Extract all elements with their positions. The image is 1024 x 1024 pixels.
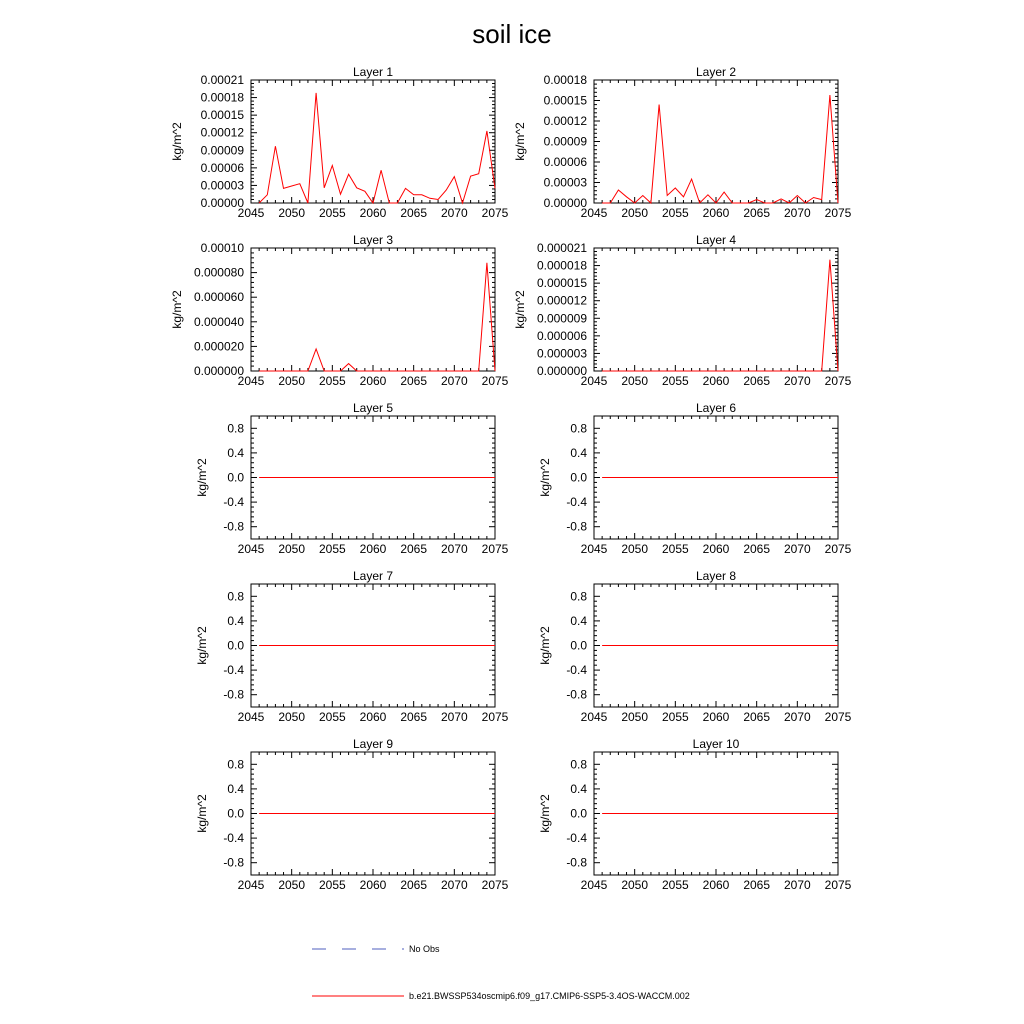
x-tick-label: 2065 xyxy=(400,374,428,388)
x-tick-label: 2065 xyxy=(400,206,428,220)
x-tick-label: 2070 xyxy=(440,710,468,724)
panel-title: Layer 6 xyxy=(695,401,737,415)
x-tick-label: 2075 xyxy=(481,710,509,724)
x-tick-label: 2070 xyxy=(440,374,468,388)
x-tick-label: 2075 xyxy=(824,878,852,892)
y-tick-label: 0.00006 xyxy=(543,155,587,169)
y-tick-label: -0.8 xyxy=(566,687,587,702)
y-tick-label: -0.8 xyxy=(566,519,587,534)
x-tick-label: 2045 xyxy=(580,710,608,724)
x-tick-label: 2050 xyxy=(278,206,306,220)
y-tick-label: 0.00003 xyxy=(200,178,244,193)
panel-title: Layer 5 xyxy=(352,401,394,415)
y-tick-label: 0.0 xyxy=(227,806,244,821)
y-tick-label: 0.000021 xyxy=(536,241,587,255)
panel-layer-9 xyxy=(195,737,509,892)
y-tick-label: 0.000003 xyxy=(536,346,587,361)
x-tick-label: 2055 xyxy=(661,710,689,724)
y-tick-label: 0.0 xyxy=(227,638,244,653)
x-tick-label: 2075 xyxy=(824,374,852,388)
x-tick-label: 2075 xyxy=(824,206,852,220)
x-tick-label: 2070 xyxy=(783,710,811,724)
y-tick-label: 0.00010 xyxy=(200,241,244,255)
y-axis-label: kg/m^2 xyxy=(170,122,184,161)
x-tick-label: 2060 xyxy=(359,878,387,892)
panel-title: Layer 3 xyxy=(352,233,394,247)
y-tick-label: 0.000000 xyxy=(536,364,587,378)
x-tick-label: 2055 xyxy=(661,542,689,556)
legend-obs-label: No Obs xyxy=(409,944,440,954)
y-tick-label: 0.00015 xyxy=(543,93,587,108)
y-axis-label: kg/m^2 xyxy=(538,626,552,665)
x-tick-label: 2060 xyxy=(702,374,730,388)
x-tick-label: 2075 xyxy=(481,542,509,556)
x-tick-label: 2075 xyxy=(481,878,509,892)
panel-title: Layer 7 xyxy=(352,569,394,583)
panel-layer-4 xyxy=(513,233,852,388)
x-tick-label: 2055 xyxy=(661,374,689,388)
plot-frame xyxy=(594,80,838,203)
legend xyxy=(312,944,690,1001)
y-tick-label: 0.00012 xyxy=(543,114,587,128)
y-tick-label: 0.000060 xyxy=(193,290,244,305)
y-tick-label: 0.8 xyxy=(227,589,244,604)
y-axis-label: kg/m^2 xyxy=(170,290,184,329)
y-tick-label: 0.8 xyxy=(570,757,587,772)
series-line xyxy=(259,93,495,203)
x-tick-label: 2050 xyxy=(621,878,649,892)
x-tick-label: 2070 xyxy=(783,206,811,220)
series-line xyxy=(602,95,838,203)
panel-layer-6 xyxy=(538,401,852,556)
x-tick-label: 2045 xyxy=(237,206,265,220)
y-tick-label: 0.4 xyxy=(227,613,244,628)
x-tick-label: 2050 xyxy=(278,710,306,724)
x-tick-label: 2050 xyxy=(621,542,649,556)
x-tick-label: 2050 xyxy=(621,710,649,724)
y-tick-label: 0.00018 xyxy=(543,73,587,87)
plot-frame xyxy=(251,80,495,203)
y-axis-label: kg/m^2 xyxy=(538,794,552,833)
y-tick-label: 0.0 xyxy=(227,470,244,485)
y-tick-label: 0.00012 xyxy=(200,125,244,140)
y-tick-label: 0.00018 xyxy=(200,90,244,105)
y-axis-label: kg/m^2 xyxy=(513,122,527,161)
x-tick-label: 2060 xyxy=(702,542,730,556)
y-tick-label: 0.0 xyxy=(570,806,587,821)
x-tick-label: 2045 xyxy=(580,374,608,388)
x-tick-label: 2070 xyxy=(783,374,811,388)
y-axis-label: kg/m^2 xyxy=(195,626,209,665)
x-tick-label: 2055 xyxy=(661,206,689,220)
x-tick-label: 2075 xyxy=(481,206,509,220)
panel-title: Layer 10 xyxy=(692,737,740,751)
y-tick-label: -0.4 xyxy=(223,831,244,846)
y-tick-label: 0.00009 xyxy=(543,134,587,149)
panels xyxy=(170,65,852,892)
x-tick-label: 2060 xyxy=(359,374,387,388)
x-tick-label: 2045 xyxy=(237,878,265,892)
x-tick-label: 2045 xyxy=(237,542,265,556)
y-tick-label: -0.4 xyxy=(223,495,244,510)
y-tick-label: -0.4 xyxy=(566,495,587,510)
x-tick-label: 2065 xyxy=(400,542,428,556)
x-tick-label: 2060 xyxy=(702,710,730,724)
panel-layer-5 xyxy=(195,401,509,556)
x-tick-label: 2070 xyxy=(440,542,468,556)
y-axis-label: kg/m^2 xyxy=(195,794,209,833)
x-tick-label: 2065 xyxy=(743,710,771,724)
x-tick-label: 2055 xyxy=(318,374,346,388)
panel-title: Layer 4 xyxy=(695,233,737,247)
y-tick-label: -0.4 xyxy=(223,663,244,678)
y-tick-label: 0.000080 xyxy=(193,265,244,280)
y-tick-label: 0.000006 xyxy=(536,328,587,343)
x-tick-label: 2075 xyxy=(481,374,509,388)
x-tick-label: 2060 xyxy=(702,206,730,220)
y-tick-label: 0.00009 xyxy=(200,143,244,158)
y-tick-label: -0.8 xyxy=(223,855,244,870)
x-tick-label: 2070 xyxy=(783,542,811,556)
y-tick-label: 0.4 xyxy=(227,445,244,460)
x-tick-label: 2065 xyxy=(400,710,428,724)
x-tick-label: 2050 xyxy=(278,374,306,388)
x-tick-label: 2045 xyxy=(580,878,608,892)
x-tick-label: 2060 xyxy=(359,206,387,220)
y-axis-label: kg/m^2 xyxy=(513,290,527,329)
panel-layer-7 xyxy=(195,569,509,724)
panel-layer-8 xyxy=(538,569,852,724)
panel-title: Layer 1 xyxy=(352,65,394,79)
y-tick-label: 0.000018 xyxy=(536,258,587,273)
x-tick-label: 2065 xyxy=(743,542,771,556)
x-tick-label: 2045 xyxy=(237,374,265,388)
y-tick-label: 0.4 xyxy=(570,781,587,796)
y-tick-label: 0.000012 xyxy=(536,293,587,308)
y-tick-label: 0.8 xyxy=(570,589,587,604)
y-tick-label: 0.000009 xyxy=(536,311,587,326)
y-tick-label: -0.4 xyxy=(566,663,587,678)
y-tick-label: 0.000015 xyxy=(536,276,587,291)
x-tick-label: 2070 xyxy=(440,206,468,220)
x-tick-label: 2050 xyxy=(278,542,306,556)
figure-title: soil ice xyxy=(472,19,552,49)
panel-layer-10 xyxy=(538,737,852,892)
panel-layer-2 xyxy=(513,65,852,220)
plot-frame xyxy=(594,248,838,371)
panel-title: Layer 2 xyxy=(695,65,737,79)
series-line xyxy=(602,260,838,371)
y-tick-label: 0.00000 xyxy=(200,196,244,210)
plot-frame xyxy=(251,248,495,371)
y-tick-label: 0.8 xyxy=(570,421,587,436)
series-line xyxy=(259,263,495,371)
x-tick-label: 2045 xyxy=(580,542,608,556)
legend-model-label: b.e21.BWSSP534oscmip6.f09_g17.CMIP6-SSP5-3.4OS-WACCM.002 xyxy=(409,991,690,1001)
x-tick-label: 2060 xyxy=(702,878,730,892)
y-tick-label: 0.8 xyxy=(227,757,244,772)
x-tick-label: 2055 xyxy=(318,206,346,220)
panel-title: Layer 8 xyxy=(695,569,737,583)
y-tick-label: 0.00000 xyxy=(543,196,587,210)
y-axis-label: kg/m^2 xyxy=(538,458,552,497)
panel-title: Layer 9 xyxy=(352,737,394,751)
x-tick-label: 2055 xyxy=(661,878,689,892)
x-tick-label: 2050 xyxy=(621,206,649,220)
y-tick-label: 0.0 xyxy=(570,638,587,653)
x-tick-label: 2045 xyxy=(237,710,265,724)
y-tick-label: 0.00015 xyxy=(200,108,244,123)
y-tick-label: 0.000040 xyxy=(193,314,244,329)
panel-layer-3 xyxy=(170,233,509,388)
y-tick-label: 0.00003 xyxy=(543,175,587,190)
y-axis-label: kg/m^2 xyxy=(195,458,209,497)
x-tick-label: 2060 xyxy=(359,542,387,556)
x-tick-label: 2045 xyxy=(580,206,608,220)
y-tick-label: -0.8 xyxy=(566,855,587,870)
y-tick-label: 0.00006 xyxy=(200,160,244,175)
y-tick-label: -0.8 xyxy=(223,687,244,702)
y-tick-label: 0.0 xyxy=(570,470,587,485)
y-tick-label: -0.8 xyxy=(223,519,244,534)
y-tick-label: 0.4 xyxy=(227,781,244,796)
x-tick-label: 2065 xyxy=(743,206,771,220)
y-tick-label: -0.4 xyxy=(566,831,587,846)
x-tick-label: 2075 xyxy=(824,710,852,724)
x-tick-label: 2065 xyxy=(743,878,771,892)
y-tick-label: 0.00021 xyxy=(200,73,244,87)
y-tick-label: 0.4 xyxy=(570,613,587,628)
panel-layer-1 xyxy=(170,65,509,220)
y-tick-label: 0.8 xyxy=(227,421,244,436)
x-tick-label: 2055 xyxy=(318,710,346,724)
y-tick-label: 0.4 xyxy=(570,445,587,460)
x-tick-label: 2055 xyxy=(318,878,346,892)
y-tick-label: 0.000000 xyxy=(193,364,244,378)
x-tick-label: 2065 xyxy=(400,878,428,892)
x-tick-label: 2075 xyxy=(824,542,852,556)
x-tick-label: 2060 xyxy=(359,710,387,724)
y-tick-label: 0.000020 xyxy=(193,339,244,354)
x-tick-label: 2050 xyxy=(621,374,649,388)
x-tick-label: 2065 xyxy=(743,374,771,388)
x-tick-label: 2070 xyxy=(440,878,468,892)
x-tick-label: 2050 xyxy=(278,878,306,892)
x-tick-label: 2055 xyxy=(318,542,346,556)
x-tick-label: 2070 xyxy=(783,878,811,892)
